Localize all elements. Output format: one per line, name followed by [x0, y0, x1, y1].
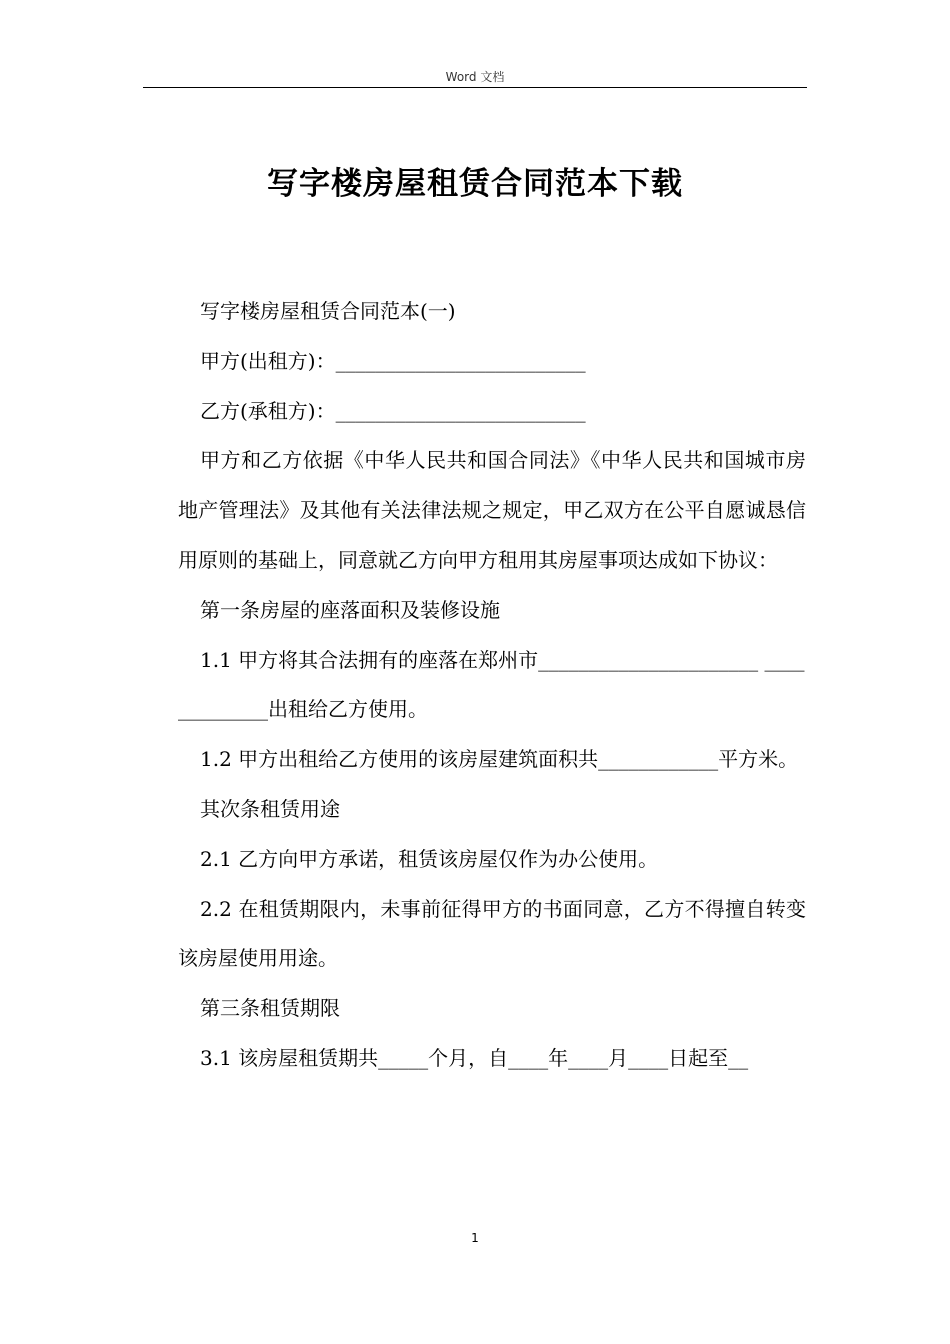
document-title: 写字楼房屋租赁合同范本下载 — [267, 166, 683, 202]
paragraph-clause-3-1: 3.1 该房屋租赁期共_____个月，自____年____月____日起至__ — [200, 1045, 749, 1070]
paragraph-article-1: 第一条房屋的座落面积及装修设施 — [200, 597, 500, 622]
paragraph-article-3: 第三条租赁期限 — [200, 996, 340, 1021]
paragraph-clause-1-1: 1.1 甲方将其合法拥有的座落在郑州市______________________ _____________出租给乙方使用。 — [178, 647, 805, 722]
paragraph-article-2: 其次条租赁用途 — [200, 796, 340, 821]
paragraph-party-b: 乙方(承租方)：_________________________ — [200, 398, 586, 423]
paragraph-clause-1-2: 1.2 甲方出租给乙方使用的该房屋建筑面积共____________平方米。 — [200, 747, 799, 772]
paragraph-clause-2-1: 2.1 乙方向甲方承诺，租赁该房屋仅作为办公使用。 — [200, 846, 659, 871]
paragraph-party-a: 甲方(出租方)：_________________________ — [200, 348, 586, 373]
paragraph-preamble: 甲方和乙方依据《中华人民共和国合同法》《中华人民共和国城市房地产管理法》及其他有关法律法规之规定，甲乙双方在公平自愿诚恳信用原则的基础上，同意就乙方向甲方租用其房屋事项达成如下协议： — [178, 448, 806, 572]
header-divider — [143, 87, 807, 88]
paragraph-clause-2-2: 2.2 在租赁期限内，未事前征得甲方的书面同意，乙方不得擅自转变该房屋使用用途。 — [178, 896, 806, 971]
page-number: 1 — [471, 1231, 479, 1245]
document-body — [178, 287, 806, 1084]
page-header: Word 文档 — [445, 70, 505, 84]
paragraph-section-heading: 写字楼房屋租赁合同范本(一) — [200, 299, 456, 323]
